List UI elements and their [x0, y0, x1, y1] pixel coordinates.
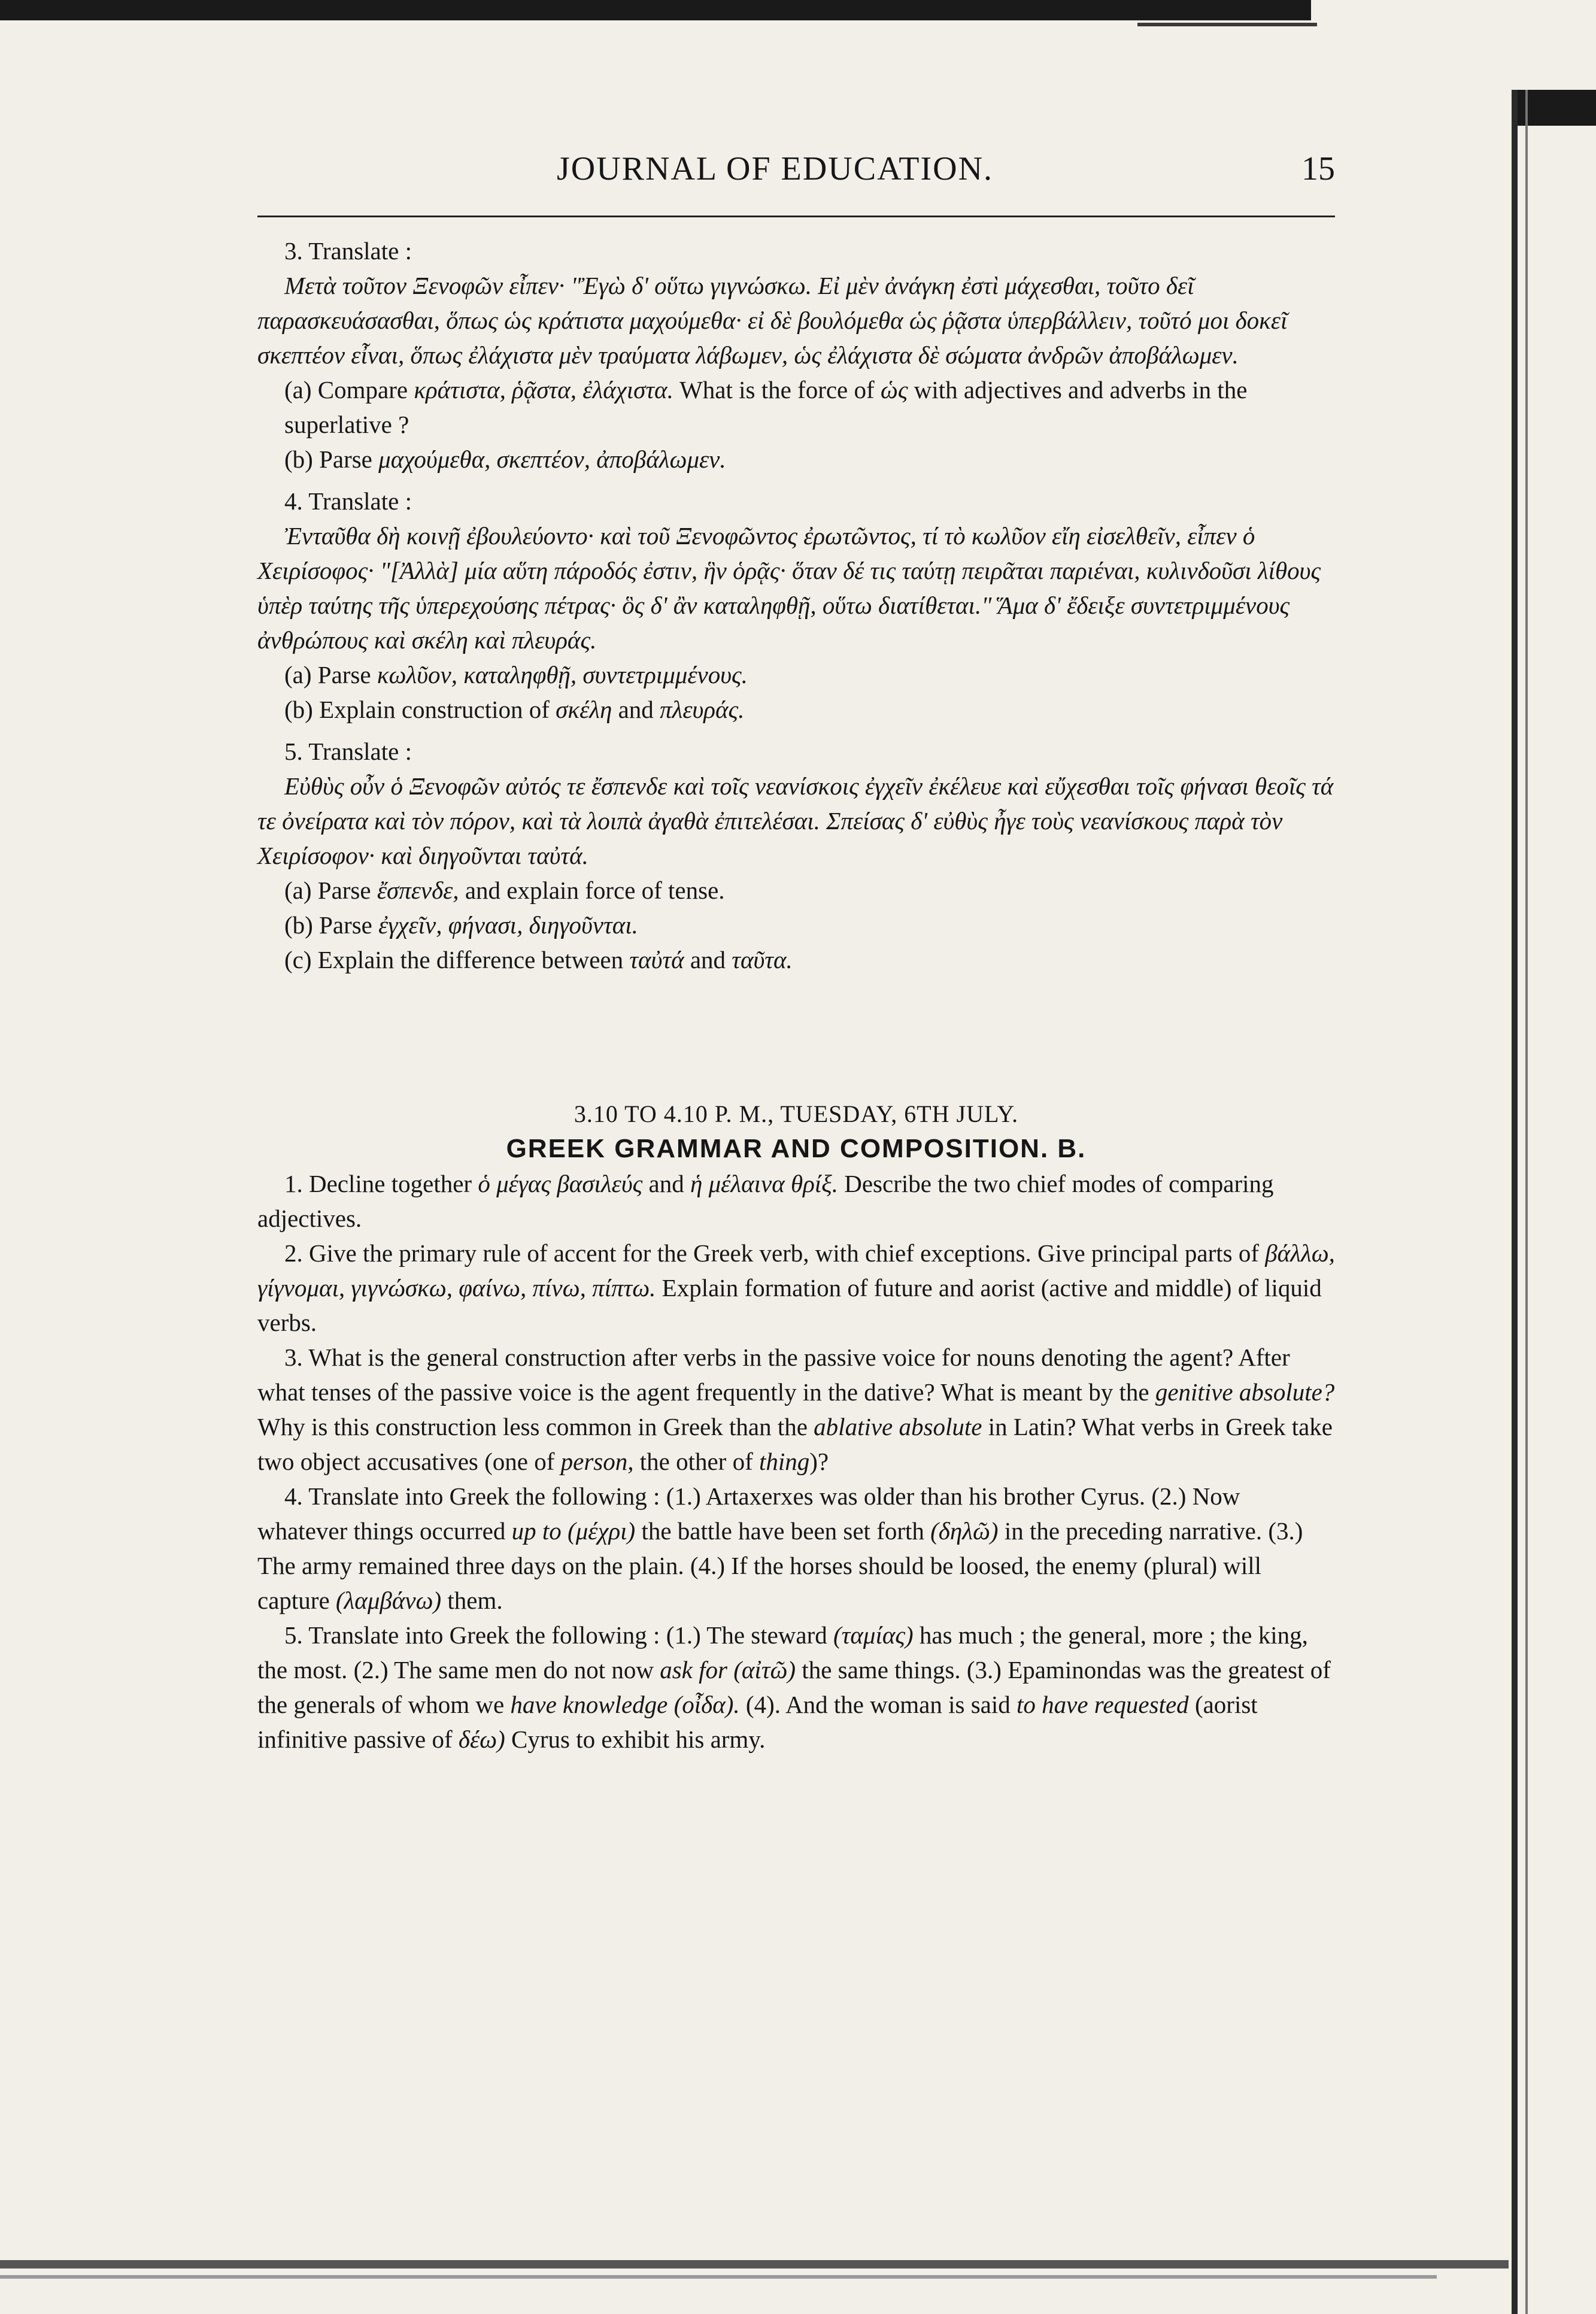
- greek-text: (ταμίας): [833, 1621, 914, 1649]
- greek-passage: Εὐθὺς οὖν ὁ Ξενοφῶν αὐτός τε ἔσπενδε καὶ τοῖς νεανίσκοις ἐγχεῖν ἐκέλευε καὶ εὔχεσθαι τοῖς φήνασι θεοῖς τά τε ὀνείρατα καὶ τὸν πόρον, καὶ τὰ λοιπὰ ἀγαθὰ ἐπιτελέσαι. Σπείσας δ' εὐθὺς ἦγε τοὺς νεανίσκους παρὰ τὸν Χειρίσοφον· καὶ διηγοῦνται ταὐτά.: [257, 772, 1334, 869]
- sub-question-b: [257, 442, 1335, 477]
- italic-term: ablative absolute: [814, 1413, 982, 1440]
- sub-question-b: [257, 692, 1335, 727]
- question-3: [257, 233, 1335, 477]
- question-label: 3. Translate :: [284, 237, 412, 265]
- greek-passage: Μετὰ τοῦτον Ξενοφῶν εἶπεν· "Ἐγὼ δ' οὕτω γιγνώσκω. Εἰ μὲν ἀνάγκη ἐστὶ μάχεσθαι, τοῦτο δεῖ παρασκευάσασθαι, ὅπως ὡς κράτιστα μαχούμεθα· εἰ δὲ βουλόμεθα ὡς ῥᾷστα ὑπερβάλλειν, τοῦτό μοι δοκεῖ σκεπτέον εἶναι, ὅπως ἐλάχιστα μὲν τραύματα λάβωμεν, ὡς ἐλάχιστα δὲ σώματα ἀνδρῶν ἀποβάλωμεν.: [257, 272, 1288, 369]
- scan-edge-fray: [1137, 23, 1317, 26]
- greek-text: ταὐτά: [629, 946, 684, 973]
- text: in the preceding narrative. (3.) The army remained three days on the plain. (4.) If the horses should be loosed, the enemy (plural) will capture: [257, 1517, 1303, 1614]
- text: 4. Translate into Greek the following : (1.) Artaxerxes was older than his brother Cyrus. (2.) Now whatever things occurred: [257, 1482, 1240, 1545]
- text: (4). And the woman is said: [745, 1691, 1011, 1718]
- italic-term: genitive absolute?: [1155, 1378, 1335, 1406]
- text: 3. What is the general construction after verbs in the passive voice for nouns denoting the agent? After what tenses of the passive voice is the agent frequently in the dative? What is meant by the: [257, 1343, 1290, 1406]
- greek-text: σκέλη: [556, 696, 612, 723]
- greek-text: (αἰτῶ): [733, 1656, 796, 1684]
- page-body: [257, 233, 1335, 1757]
- sub-label: (b): [284, 911, 313, 939]
- text: the other of: [639, 1448, 753, 1475]
- text: and: [648, 1170, 684, 1197]
- text: in Latin? What verbs in Greek take two object accusatives (one of: [257, 1413, 1333, 1475]
- text: Explain construction of: [319, 696, 550, 723]
- sub-label: (a): [284, 376, 312, 404]
- text: 2. Give the primary rule of accent for the Greek verb, with chief exceptions. Give principal parts of: [284, 1239, 1259, 1267]
- text: Explain formation of future and aorist (active and middle) of liquid verbs.: [257, 1274, 1322, 1336]
- question-4: [257, 484, 1335, 727]
- greek-text: κράτιστα, ῥᾷστα, ἐλάχιστα.: [414, 376, 673, 404]
- sub-label: (b): [284, 445, 313, 473]
- header-rule: [257, 216, 1335, 217]
- question-5: [257, 734, 1335, 977]
- text: and explain force of tense.: [465, 877, 725, 904]
- scan-edge-right-thin: [1525, 90, 1528, 2314]
- sub-question-a: [257, 873, 1335, 908]
- sub-question-a: [257, 372, 1335, 442]
- section-spacer: [257, 977, 1335, 1097]
- section-b-question-2: [257, 1236, 1335, 1340]
- text: has much ; the general, more ; the king, the most. (2.) The same men do not now: [257, 1621, 1308, 1684]
- text: Cyrus to exhibit his army.: [511, 1725, 766, 1753]
- greek-text: βάλλω, γίγνομαι, γιγνώσκω, φαίνω, πίνω, πίπτω.: [257, 1239, 1335, 1302]
- italic-term: to have requested: [1017, 1691, 1189, 1718]
- sub-question-c: [257, 942, 1335, 977]
- section-b-question-4: [257, 1479, 1335, 1618]
- text: (aorist infinitive passive of: [257, 1691, 1258, 1753]
- greek-text: (δηλῶ): [930, 1517, 999, 1545]
- sub-label: (a): [284, 661, 312, 689]
- sub-label: (a): [284, 877, 312, 904]
- italic-term: up to: [511, 1517, 562, 1545]
- sub-question-b: [257, 908, 1335, 942]
- text: )?: [809, 1448, 829, 1475]
- text: Parse: [319, 911, 372, 939]
- text: 5. Translate into Greek the following : (1.) The steward: [284, 1621, 827, 1649]
- text: and: [618, 696, 654, 723]
- scan-edge-bottom-thin: [0, 2275, 1437, 2279]
- text: Describe the two chief modes of comparing adjectives.: [257, 1170, 1274, 1232]
- page-number: 15: [1301, 150, 1335, 187]
- greek-passage: Ἐνταῦθα δὴ κοινῇ ἐβουλεύοντο· καὶ τοῦ Ξενοφῶντος ἐρωτῶντος, τί τὸ κωλῦον εἴη εἰσελθεῖν, εἶπεν ὁ Χειρίσοφος· "[Ἀλλὰ] μία αὕτη πάροδός ἐστιν, ἣν ὁρᾷς· ὅταν δέ τις ταύτῃ πειρᾶται παριέναι, κυλινδοῦσι λίθους ὑπὲρ ταύτης τῆς ὑπερεχούσης πέτρας· ὃς δ' ἂν καταληφθῇ, οὕτω διατίθεται." Ἅμα δ' ἔδειξε συντετριμμένους ἀνθρώπους καὶ σκέλη καὶ πλευράς.: [257, 522, 1321, 654]
- italic-term: person,: [560, 1448, 634, 1475]
- paper-title: GREEK GRAMMAR AND COMPOSITION. B.: [506, 1134, 1087, 1163]
- greek-text: ὡς: [880, 376, 908, 404]
- greek-text: (μέχρι): [568, 1517, 636, 1545]
- text: What is the force of: [679, 376, 875, 404]
- greek-text: πλευράς.: [660, 696, 745, 723]
- italic-term: have knowledge: [510, 1691, 668, 1718]
- section-b-question-1: [257, 1166, 1335, 1236]
- journal-title: JOURNAL OF EDUCATION.: [557, 150, 994, 187]
- scan-edge-bottom: [0, 2260, 1509, 2268]
- sub-question-a: [257, 657, 1335, 692]
- text: Explain the difference between: [317, 946, 624, 973]
- text: with adjectives and adverbs in the superlative ?: [284, 376, 1248, 438]
- scan-edge-top: [0, 0, 1311, 20]
- greek-text: ἡ μέλαινα θρίξ.: [690, 1170, 838, 1197]
- text: Parse: [317, 877, 371, 904]
- text: and: [690, 946, 726, 973]
- italic-term: thing: [758, 1448, 810, 1475]
- text: the battle have been set forth: [641, 1517, 924, 1545]
- sub-label: (b): [284, 696, 313, 723]
- greek-text: ἐγχεῖν, φήνασι, διηγοῦνται.: [378, 911, 638, 939]
- section-b-question-3: [257, 1340, 1335, 1479]
- greek-text: ταῦτα.: [732, 946, 793, 973]
- running-header: [257, 150, 1335, 198]
- text: the same things. (3.) Epaminondas was the greatest of the generals of whom we: [257, 1656, 1331, 1718]
- text: Parse: [317, 661, 371, 689]
- greek-text: ἔσπενδε,: [377, 877, 459, 904]
- text: Why is this construction less common in Greek than the: [257, 1413, 808, 1440]
- text: them.: [447, 1587, 503, 1614]
- text: Parse: [319, 445, 372, 473]
- greek-text: ὁ μέγας βασιλεύς: [478, 1170, 643, 1197]
- greek-text: (οἶδα).: [673, 1691, 740, 1718]
- greek-text: μαχούμεθα, σκεπτέον, ἀποβάλωμεν.: [378, 445, 726, 473]
- greek-text: δέω): [458, 1725, 505, 1753]
- question-label: 5. Translate :: [284, 738, 412, 765]
- greek-text: (λαμβάνω): [335, 1587, 442, 1614]
- section-b-question-5: [257, 1618, 1335, 1757]
- scan-edge-right-top: [1512, 90, 1596, 126]
- sub-label: (c): [284, 946, 312, 973]
- text: 1. Decline together: [284, 1170, 472, 1197]
- question-label: 4. Translate :: [284, 487, 412, 515]
- greek-text: κωλῦον, καταληφθῇ, συντετριμμένους.: [377, 661, 748, 689]
- text: Compare: [317, 376, 408, 404]
- exam-time: 3.10 TO 4.10 P. M., TUESDAY, 6TH JULY.: [574, 1100, 1019, 1127]
- scan-edge-right: [1512, 90, 1518, 2314]
- italic-term: ask for: [660, 1656, 727, 1684]
